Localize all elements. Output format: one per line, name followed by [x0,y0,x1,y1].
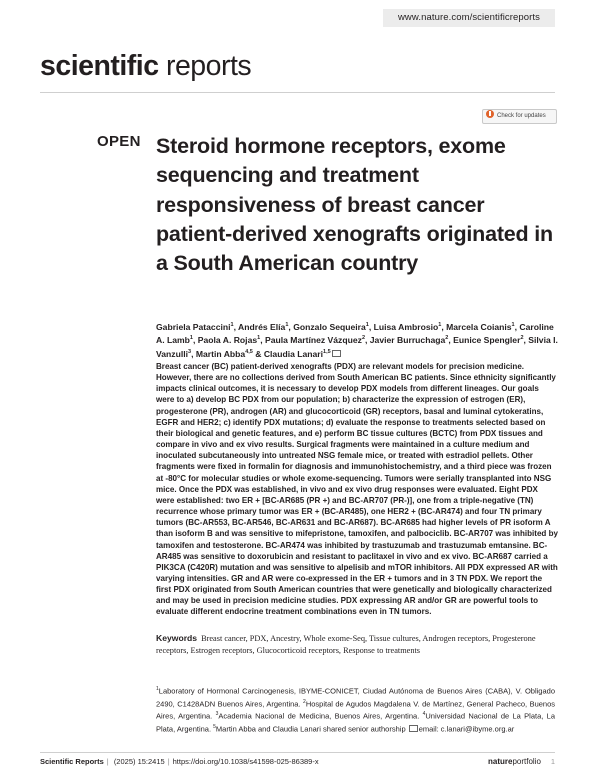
affiliation-text: Laboratory of Hormonal Carcinogenesis, IBYME-CONICET, Ciudad Autónoma de Buenos Aires (CABA), V. Obligado 2490, C1428ADN Buenos Aires, Argentina. [156,686,555,708]
footer-separator: | [106,757,109,766]
author-name[interactable]: Gabriela Pataccini [156,321,231,332]
author-affiliation-marker: 2 [445,335,449,342]
abstract: Breast cancer (BC) patient-derived xenografts (PDX) are relevant models for precision medicine. However, there are no collections derived from South American BC patients. Since ethnicity significantly impacts clinical outcomes, it is necessary to develop PDX models from different lineages. Our goals were to a) develop BC PDX from our population; b) characterize the expression of estrogen (ER), progesterone (PR), androgen (AR) and glucocorticoid (GR) receptors, basal and luminal cytokeratins, EGFR and HER2; c) identify PDX mutations; d) evaluate the response to treatments selected based on their biological and genetic features, and e) perform BC tissue cultures (BCTC) from PDX tissues and compare in vivo and ex vivo results. Surgical fragments were maintained in a culture medium and inoculated subcutaneously into untreated NSG female mice, or treated with estradiol pellets. Other fragments were fixed in formalin for diagnosis and immunohistochemistry, and a third piece was frozen at -80°C for molecular studies or whole exome-sequencing. Tumors were serially transplanted into NSG mice. Once the PDX was established, in vivo and ex vivo drug responses were evaluated. Eight PDX were established: two ER + [BC-AR685 (PR +) and BC-AR707 (PR-)], one from a triple-negative (TN) recurrence whose primary tumor was ER + (BC-AR485), one HER2 + (BC-AR474) and four TN primary tumors (BC-AR553, BC-AR546, BC-AR631 and BC-AR687). BC-AR685 had higher levels of PR isoform A than isoform B and was sensitive to mifepristone, tamoxifen, and palbociclib. BC-AR707 was inhibited by tamoxifen and testosterone. BC-AR474 was inhibited by trastuzumab and trastuzumab emtansine. BC-AR485 was sensitive to doxorubicin and resistant to paclitaxel in vivo and ex vivo. BC-AR687 carried a PIK3CA (C420R) mutation and was sensitive to alpelisib and mTOR inhibitors. All PDX expressed AR with varying intensities. GR and AR were co-expressed in the ER + tumors and in 3 TN PDX. We report the first PDX originated from South American countries that were genetically and biologically characterized and may be used in precision medicine studies. PDX expressing AR and/or GR are powerful tools to evaluate different endocrine treatment combinations even in TN tumors. [156,362,558,617]
logo-bold: scientific [40,50,159,82]
author-affiliation-marker: 1 [511,322,515,328]
affiliation-number: 4 [422,711,426,717]
author-name[interactable]: Caroline A. Lamb [156,321,554,346]
author-affiliation-marker: 1 [189,335,193,342]
affiliation-number: 3 [215,711,219,717]
logo-light: reports [165,50,252,82]
journal-url[interactable]: www.nature.com/scientificreports [383,9,555,27]
journal-logo[interactable] [40,50,251,83]
affiliation-number: 1 [156,686,159,692]
affiliation-text: Universidad Nacional de La Plata, La Plata, Argentina. [156,711,555,733]
author-name[interactable]: Silvia I. Vanzulli [156,335,558,359]
check-for-updates-button[interactable] [482,109,557,124]
publisher-bold: nature [488,757,513,766]
email-label: email: [418,724,441,733]
affiliation-text: Martin Abba and Claudia Lanari shared senior authorship [215,724,408,733]
keywords [156,632,555,657]
footer-rule [40,752,555,753]
author-affiliation-marker: 2 [520,335,524,342]
footer-doi[interactable]: https://doi.org/10.1038/s41598-025-86389-x [172,757,319,766]
keywords-label: Keywords [156,633,198,643]
author-name[interactable]: Martin Abba [195,348,246,359]
publisher-logo [488,757,541,766]
article-title: Steroid hormone receptors, exome sequencing and treatment responsiveness of breast cancer patient-derived xenografts originated in a South American country [156,134,553,276]
author-affiliation-marker: 1 [257,335,261,342]
affiliation-number: 2 [303,698,306,705]
author-affiliation-marker: 1 [230,322,234,328]
check-for-updates-label: Check for updates [497,113,546,119]
author-affiliation-marker: 3 [188,348,192,355]
footer-citation: (2025) 15:2415 [113,757,165,766]
author-name[interactable]: Javier Burruchaga [369,335,446,346]
author-name[interactable]: Eunice Spengler [453,335,521,346]
affiliation-text: Hospital de Agudos Magdalena V. de Martínez, General Pacheco, Buenos Aires, Argentina. [156,699,556,721]
author-name[interactable]: Andrés Elía [238,321,286,332]
affiliation-text: Academia Nacional de Medicina, Buenos Aires, Argentina. [218,711,423,721]
affiliation-number: 5 [213,723,216,730]
author-name[interactable]: Paula Martínez Vázquez [264,335,362,346]
affiliations [156,684,555,734]
author-affiliation-marker: 1 [438,322,442,328]
author-affiliation-marker: 1 [365,322,369,328]
mail-icon[interactable] [332,350,341,357]
author-affiliation-marker: 1,5 [323,348,331,355]
author-name[interactable]: Luisa Ambrosio [373,321,439,332]
author-affiliation-marker: 4,5 [245,348,253,355]
page-footer [40,757,555,769]
author-affiliation-marker: 2 [361,335,365,342]
mail-icon [409,725,418,732]
author-name[interactable]: Marcela Coianis [446,321,512,332]
keywords-text: Breast cancer, PDX, Ancestry, Whole exome-Seq, Tissue cultures, Androgen receptors, Progesterone receptors, Estrogen receptors, Glucocorticoid receptors, Response to treatments [156,634,536,655]
email-link[interactable]: c.lanari@ibyme.org.ar [440,724,515,733]
publisher-light: portfolio [512,757,541,766]
author-affiliation-marker: 1 [285,322,289,328]
author-name[interactable]: Paola A. Rojas [197,335,258,346]
open-access-label: OPEN [97,133,141,150]
author-list: Gabriela Pataccini$^1$, Andrés Elía$^1$, Gonzalo Sequeira$^1$, Luisa Ambrosio$^1$, Marcela Coianis$^1$, Caroline A. Lamb$^1$, Paola A. Rojas$^1$, Paula Martínez Vázquez$^2$, Javier Burruchaga$^2$, Eunice Spengler$^2$, Silvia I. Vanzulli$^3$, Martin Abba$^{4,5}$ & Claudia Lanari$^{1,5}$ [156,321,558,359]
update-icon [486,110,494,118]
author-name[interactable]: Claudia Lanari [263,348,324,359]
author-name[interactable]: Gonzalo Sequeira [293,321,366,332]
page-number: 1 [550,757,555,766]
footer-separator: | [167,757,170,766]
footer-journal: Scientific Reports [40,757,104,766]
header-rule [40,92,555,93]
